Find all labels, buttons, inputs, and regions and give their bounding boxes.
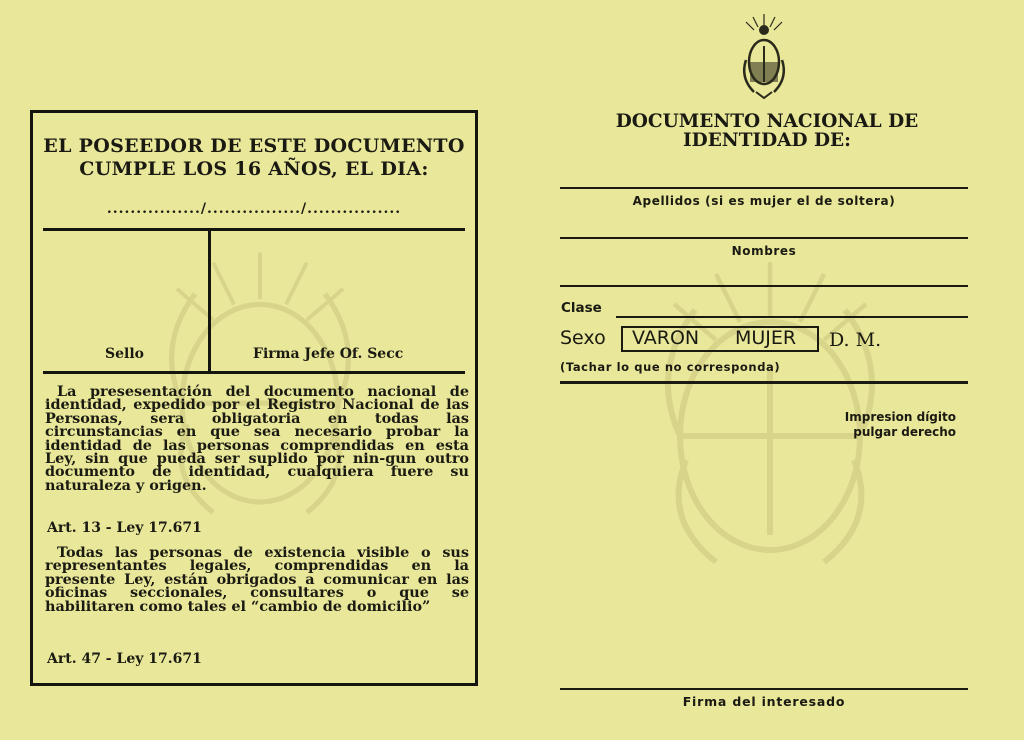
sexo-label: Sexo bbox=[560, 327, 606, 349]
tachar-note: (Tachar lo que no corresponda) bbox=[560, 360, 781, 374]
article-13-label: Art. 13 - Ley 17.671 bbox=[47, 520, 202, 536]
apellidos-label: Apellidos (si es mujer el de soltera) bbox=[632, 194, 896, 208]
varon-option: VARON bbox=[632, 327, 700, 349]
thumbprint-label-line2: pulgar derecho bbox=[853, 425, 956, 439]
article-47-label: Art. 47 - Ley 17.671 bbox=[47, 651, 202, 667]
divider-vertical bbox=[208, 231, 211, 373]
domicile-paragraph: Todas las personas de existencia visible o sus representantes legales, comprendidas en la presente Ley, están obrigados a comunicar en las oficinas seccionales, consultares o que se habilitaren como tales el “cambio de domicilio” bbox=[45, 544, 469, 615]
nombres-label: Nombres bbox=[731, 244, 797, 258]
sixteen-years-title-line1: EL POSEEDOR DE ESTE DOCUMENTO bbox=[43, 135, 465, 157]
firma-interesado-label: Firma del interesado bbox=[682, 694, 846, 709]
document-title bbox=[560, 112, 974, 150]
thumbprint-label bbox=[800, 410, 956, 440]
presentation-paragraph: La presesentación del documento nacional de identidad, expedido por el Registro Nacional de las Personas, sera obligatoria en todas las circunstancias en que sea necesario probar la identidad de las personas comprendidas en esta Ley, sin que pueda ser suplido por nin-gun outro documento de identidad, cualquiera fuere su naturaleza y origen. bbox=[45, 383, 469, 494]
clase-line bbox=[616, 316, 968, 318]
sello-label: Sello bbox=[105, 346, 144, 362]
nombres-bottom-line bbox=[560, 285, 968, 287]
mujer-option: MUJER bbox=[735, 327, 797, 349]
thumbprint-label-line1: Impresion dígito bbox=[844, 410, 956, 424]
date-placeholder: ................/................/................ bbox=[106, 201, 402, 217]
nombres-line bbox=[560, 237, 968, 239]
clase-label: Clase bbox=[561, 300, 602, 316]
coat-of-arms-icon bbox=[738, 12, 790, 100]
apellidos-line bbox=[560, 187, 968, 189]
firma-jefe-label: Firma Jefe Of. Secc bbox=[253, 346, 404, 362]
sixteen-years-title-line2: CUMPLE LOS 16 AÑOS, EL DIA: bbox=[79, 158, 429, 180]
divider-top bbox=[43, 228, 465, 231]
document-title-line1: DOCUMENTO NACIONAL DE bbox=[615, 111, 919, 132]
document-title-line2: IDENTIDAD DE: bbox=[683, 130, 851, 151]
signature-line bbox=[560, 688, 968, 690]
sixteen-years-title bbox=[33, 135, 475, 181]
left-info-box bbox=[30, 110, 478, 686]
divider-middle bbox=[43, 371, 465, 374]
sexo-bottom-line bbox=[560, 381, 968, 384]
dm-label: D. M. bbox=[829, 329, 882, 351]
